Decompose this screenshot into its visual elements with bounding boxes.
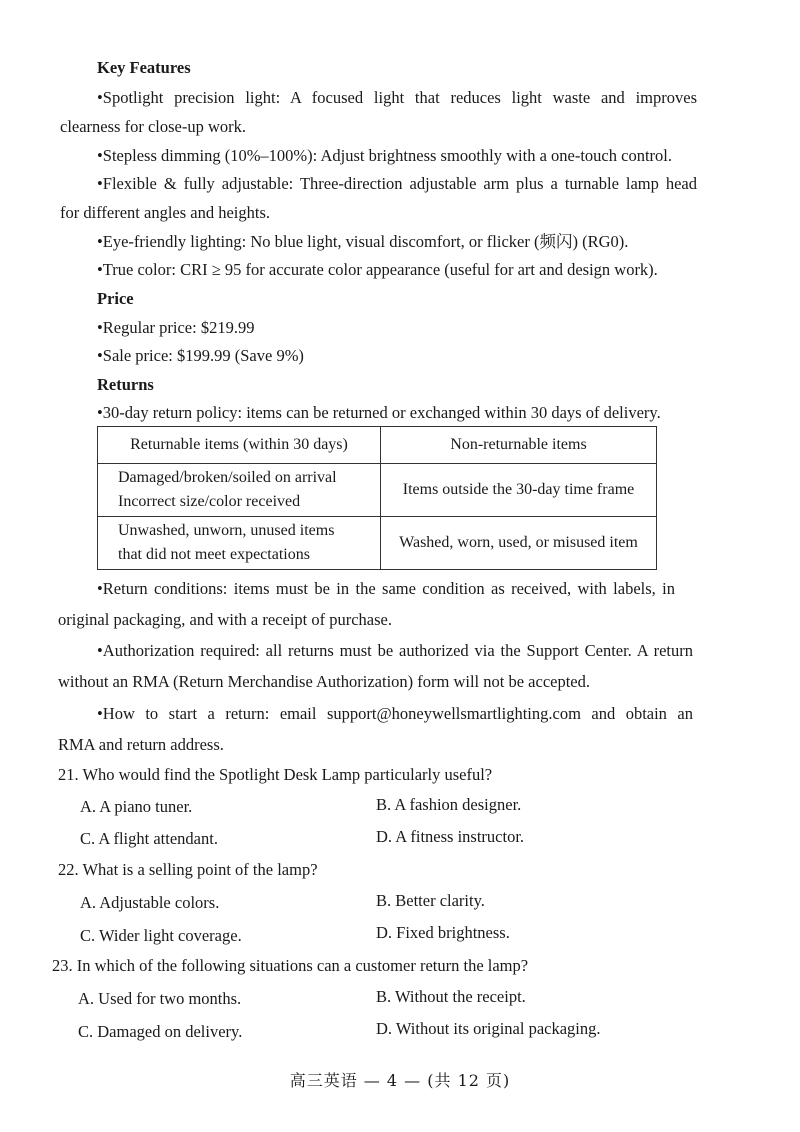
q23-option-a: A. Used for two months.	[78, 989, 242, 1008]
start-return-line1: •How to start a return: email support@honeywellsmartlighting.com and obtain an	[97, 704, 693, 723]
q21-option-a: A. A piano tuner.	[80, 797, 193, 816]
question-22-stem: 22. What is a selling point of the lamp?	[58, 860, 318, 879]
question-21-stem: 21. Who would find the Spotlight Desk Lamp particularly useful?	[58, 765, 493, 784]
start-return-line2: RMA and return address.	[58, 735, 224, 754]
table-cell-nonreturnable: Items outside the 30-day time frame	[381, 464, 657, 517]
q22-option-d: D. Fixed brightness.	[376, 923, 510, 942]
table-header-row	[98, 427, 657, 464]
feature-flexible-line2: for different angles and heights.	[60, 203, 271, 222]
authorization-line1: •Authorization required: all returns must be authorized via the Support Center. A return	[97, 641, 693, 660]
q23-option-d: D. Without its original packaging.	[376, 1019, 601, 1038]
table-cell-nonreturnable: Washed, worn, used, or misused item	[381, 517, 657, 570]
table-cell-returnable	[98, 517, 381, 570]
key-features-heading: Key Features	[97, 58, 191, 77]
q22-option-a: A. Adjustable colors.	[80, 893, 220, 912]
table-header-returnable: Returnable items (within 30 days)	[98, 427, 381, 464]
q21-option-d: D. A fitness instructor.	[376, 827, 525, 846]
feature-true-color: •True color: CRI ≥ 95 for accurate color appearance (useful for art and design work).	[97, 260, 658, 279]
price-heading: Price	[97, 289, 134, 308]
table-header-nonreturnable: Non-returnable items	[381, 427, 657, 464]
returns-heading: Returns	[97, 375, 154, 394]
feature-spotlight-line2: clearness for close-up work.	[60, 117, 247, 136]
question-23-stem: 23. In which of the following situations can a customer return the lamp?	[52, 956, 529, 975]
q21-option-c: C. A flight attendant.	[80, 829, 218, 848]
table-cell-line: Incorrect size/color received	[118, 493, 301, 510]
feature-dimming: •Stepless dimming (10%–100%): Adjust brightness smoothly with a one-touch control.	[97, 146, 672, 165]
table-row	[98, 464, 657, 517]
table-row	[98, 517, 657, 570]
feature-flexible-line1: •Flexible & fully adjustable: Three-direction adjustable arm plus a turnable lamp head	[97, 174, 697, 193]
q23-option-b: B. Without the receipt.	[376, 987, 526, 1006]
q22-option-b: B. Better clarity.	[376, 891, 485, 910]
return-conditions-line2: original packaging, and with a receipt of purchase.	[58, 610, 392, 629]
regular-price: •Regular price: $219.99	[97, 318, 255, 337]
authorization-line2: without an RMA (Return Merchandise Authorization) form will not be accepted.	[58, 672, 590, 691]
feature-eye-friendly: •Eye-friendly lighting: No blue light, visual discomfort, or flicker (频闪) (RG0).	[97, 232, 629, 251]
table-cell-line: Damaged/broken/soiled on arrival	[118, 469, 337, 486]
q23-option-c: C. Damaged on delivery.	[78, 1022, 243, 1041]
feature-spotlight-line1: •Spotlight precision light: A focused light that reduces light waste and improves	[97, 88, 697, 107]
table-cell-line: that did not meet expectations	[118, 546, 310, 563]
return-conditions-line1: •Return conditions: items must be in the same condition as received, with labels, in	[97, 579, 675, 598]
q22-option-c: C. Wider light coverage.	[80, 926, 242, 945]
returns-table	[97, 426, 657, 570]
return-policy: •30-day return policy: items can be returned or exchanged within 30 days of delivery.	[97, 403, 661, 422]
q21-option-b: B. A fashion designer.	[376, 795, 522, 814]
table-cell-returnable	[98, 464, 381, 517]
page-footer: 高三英语 — 4 — (共 12 页)	[289, 1071, 511, 1090]
table-cell-line: Unwashed, unworn, unused items	[118, 522, 335, 539]
sale-price: •Sale price: $199.99 (Save 9%)	[97, 346, 304, 365]
